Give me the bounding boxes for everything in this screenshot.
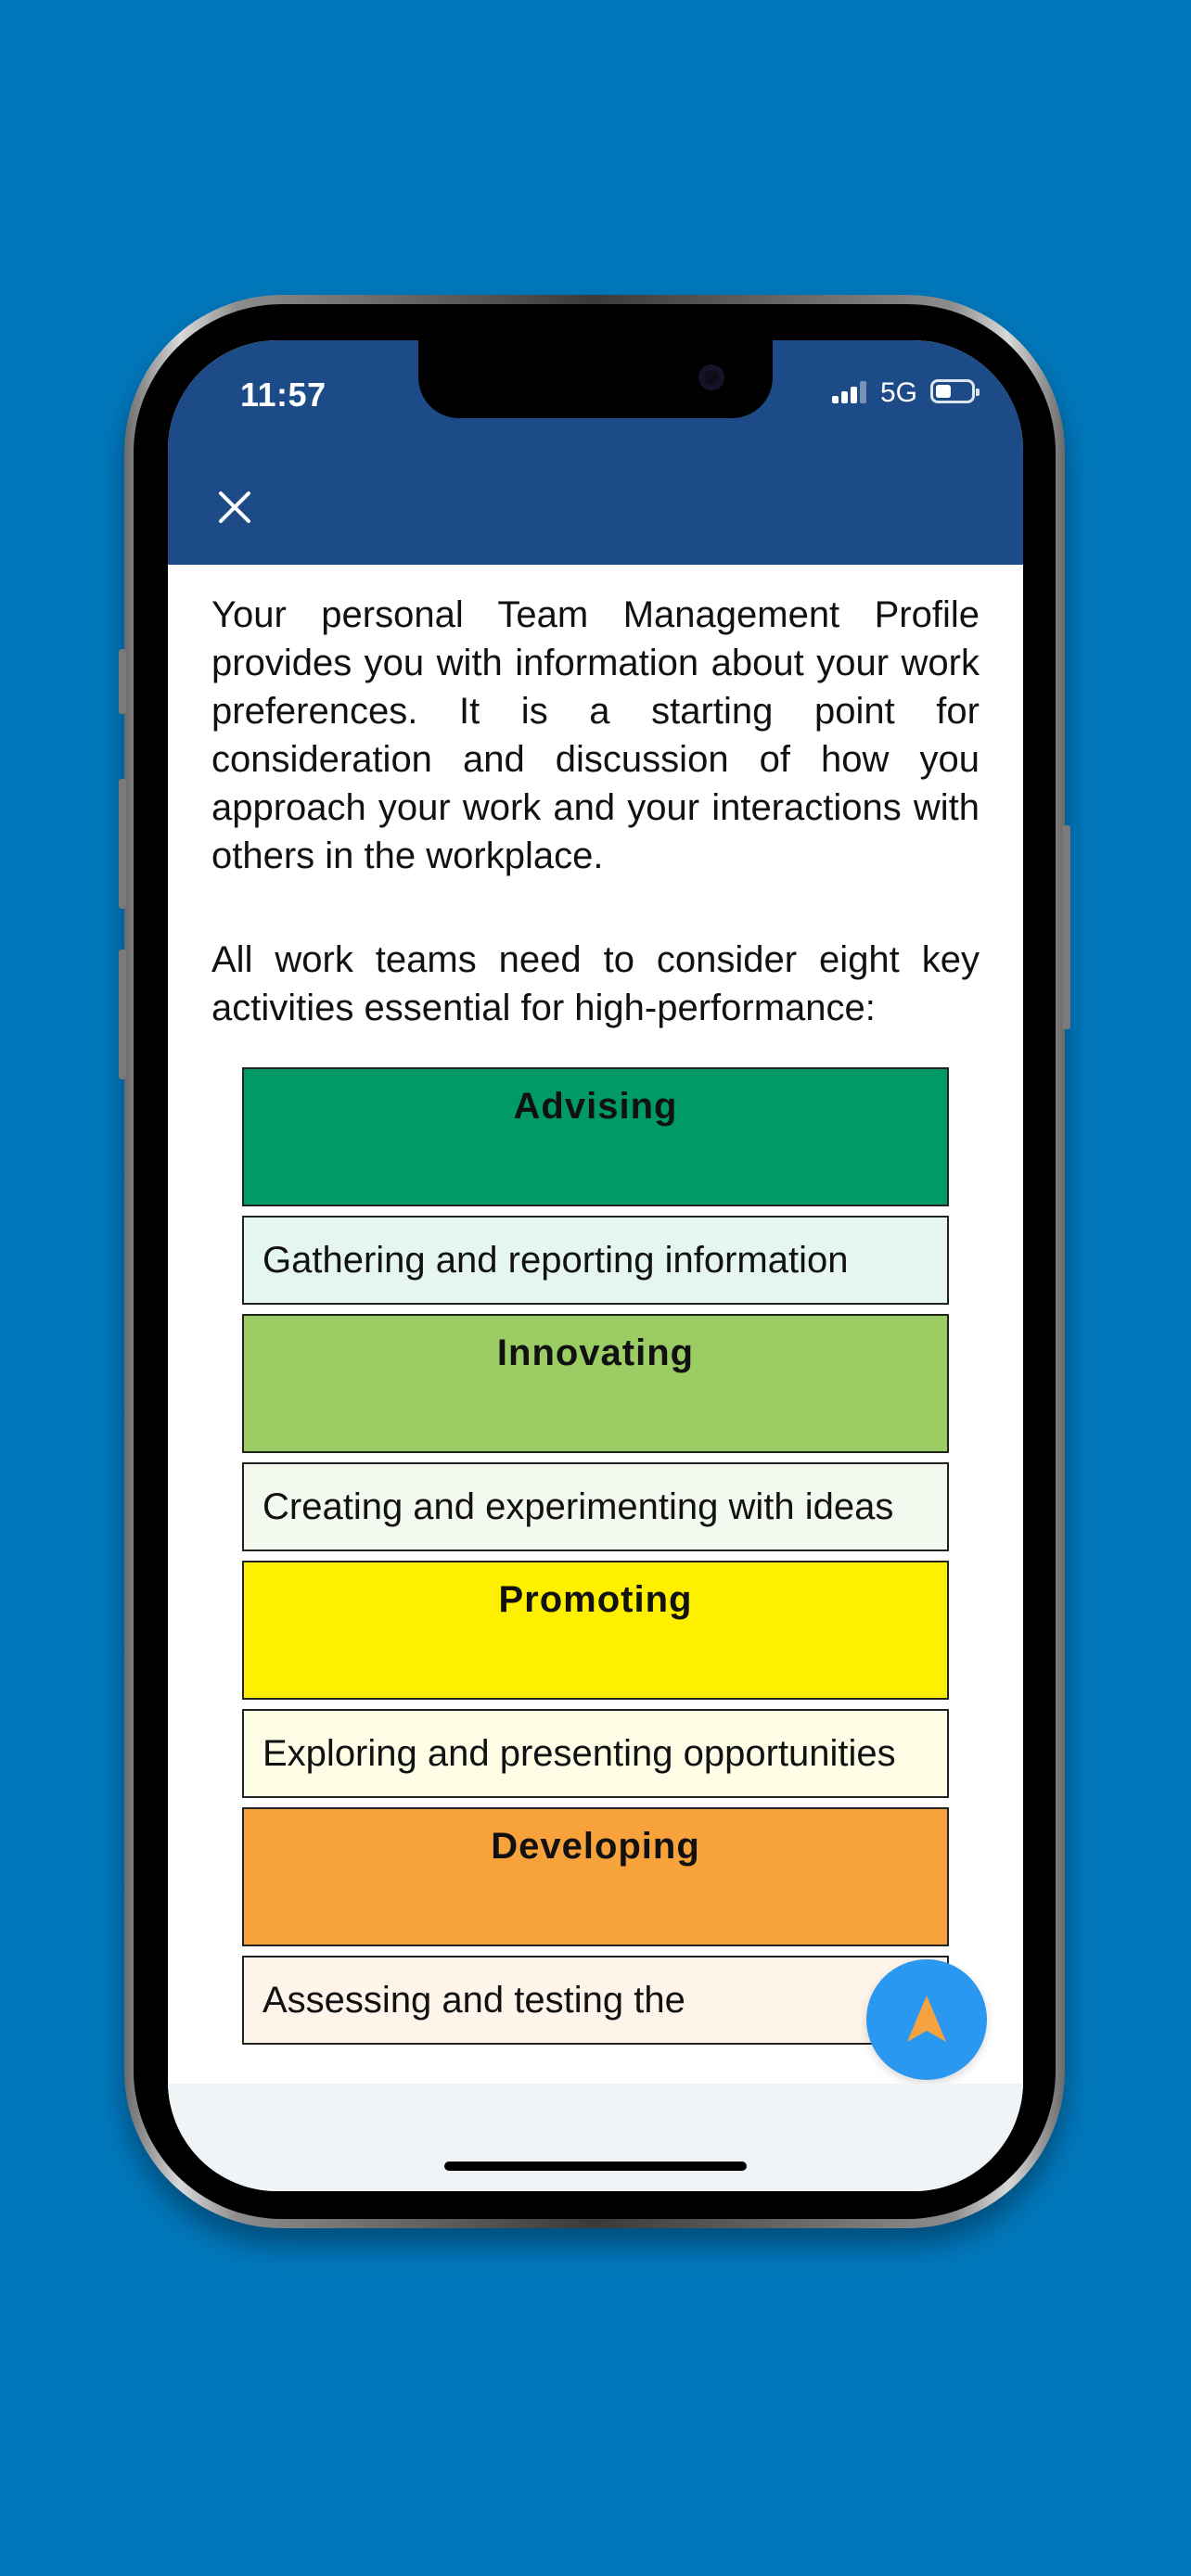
activities-intro-paragraph: All work teams need to consider eight key activities essential for high-performance: [211, 939, 980, 1028]
close-icon [217, 490, 252, 525]
profile-content [211, 591, 980, 1084]
activity-advising-description: Gathering and reporting information [242, 1216, 949, 1305]
phone-screen [168, 340, 1023, 2191]
home-indicator[interactable] [444, 2162, 747, 2171]
battery-icon [930, 379, 975, 403]
navigation-fab[interactable] [866, 1959, 987, 2080]
notch [418, 340, 773, 418]
activity-promoting-header: Promoting [242, 1561, 949, 1700]
phone-button-volume-down [119, 950, 126, 1079]
activity-developing-description: Assessing and testing the [242, 1956, 949, 2045]
intro-paragraph: Your personal Team Management Profile provides you with information about your work preferences. It is a starting point for consideration and discussion of how you approach your work and your interactions with others in the workplace. [211, 594, 980, 876]
activity-promoting-description: Exploring and presenting opportunities [242, 1709, 949, 1798]
bottom-bar [168, 2084, 1023, 2191]
activity-advising-header: Advising [242, 1067, 949, 1206]
close-button[interactable] [207, 479, 263, 535]
activity-developing-header: Developing [242, 1807, 949, 1946]
phone-button-volume-up [119, 779, 126, 909]
phone-button-silent [119, 649, 126, 714]
camera-icon [698, 364, 724, 390]
activity-innovating-header: Innovating [242, 1314, 949, 1453]
status-time: 11:57 [240, 376, 327, 414]
activity-innovating-description: Creating and experimenting with ideas [242, 1462, 949, 1551]
network-label: 5G [880, 377, 918, 408]
phone-button-power [1063, 825, 1070, 1029]
activity-list [242, 1067, 949, 2054]
battery-fill [936, 385, 951, 398]
navigation-arrow-icon [903, 1994, 950, 2046]
signal-icon [832, 381, 869, 403]
